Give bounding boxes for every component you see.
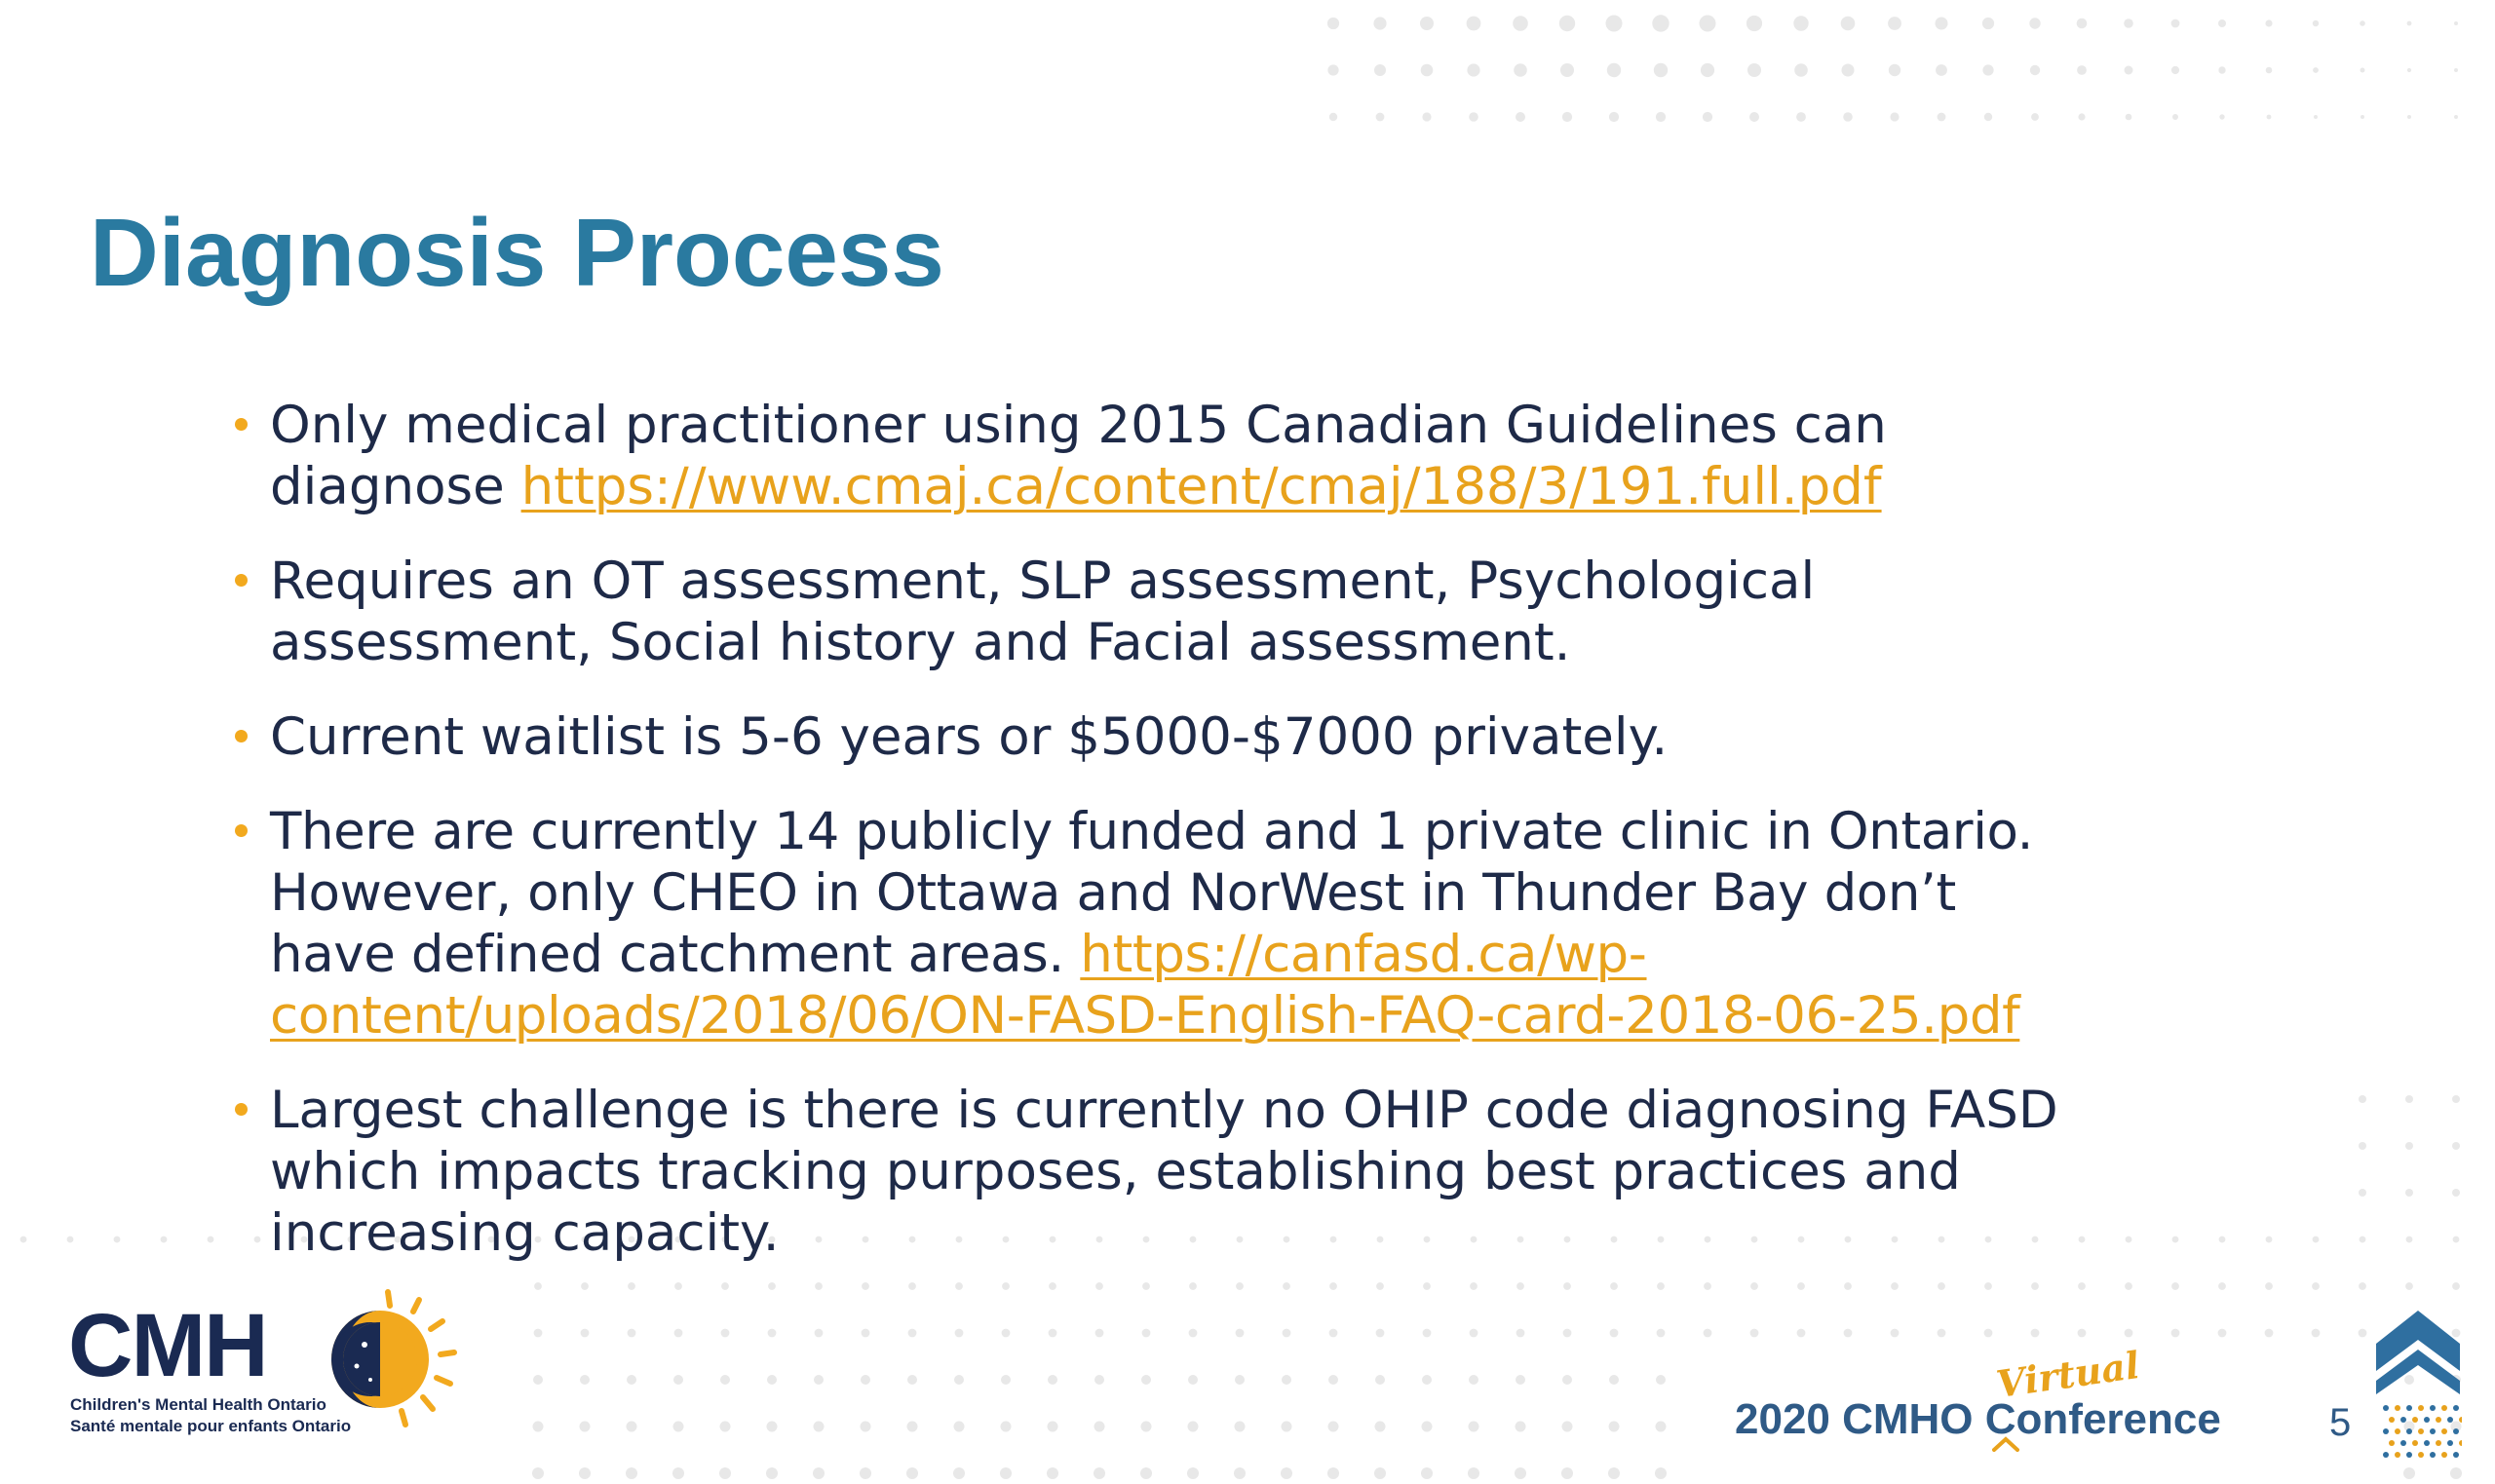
background-dot <box>1515 1467 1526 1479</box>
background-dot <box>861 1375 870 1385</box>
background-dot <box>1656 112 1666 122</box>
background-dot <box>1559 16 1575 31</box>
background-dot <box>1001 1375 1011 1385</box>
background-dot <box>628 1329 636 1338</box>
bullet-text: Current waitlist is 5-6 years or $5000-$7000 privately. <box>270 707 1669 767</box>
bullet-text: Largest challenge is there is currently no OHIP code diagnosing FASD which impacts tracking purposes, establishing best practices and increasing capacity. <box>270 1081 2058 1263</box>
background-dot <box>1375 1422 1386 1432</box>
background-dot <box>1938 1329 1946 1338</box>
background-dot <box>1608 1467 1620 1479</box>
background-dot <box>532 1467 544 1479</box>
background-dot <box>1329 113 1337 121</box>
background-dot <box>2078 113 2085 120</box>
background-dot <box>1984 113 1992 121</box>
background-dot <box>1374 64 1386 76</box>
background-dot <box>2361 115 2364 119</box>
background-dot <box>2218 1329 2227 1338</box>
background-dot <box>1609 1422 1620 1432</box>
background-dot <box>1281 1467 1292 1479</box>
mark-dot <box>2436 1417 2441 1423</box>
background-dot <box>767 1375 777 1385</box>
background-dot <box>907 1375 917 1385</box>
background-dot <box>1470 1329 1478 1338</box>
mark-dot <box>2412 1417 2418 1423</box>
background-dot <box>2361 68 2365 73</box>
background-dot <box>814 1422 825 1432</box>
canfasd-faq-link[interactable]: https://canfasd.ca/wp-content/uploads/2018/06/ON-FASD-English-FAQ-card-2018-06-25.pdf <box>270 925 2020 1046</box>
background-dot <box>2313 67 2319 73</box>
background-dot <box>1936 18 1948 30</box>
mark-dot <box>2424 1440 2430 1446</box>
background-dot <box>1234 1467 1246 1479</box>
sun-o-icon <box>310 1286 466 1432</box>
mark-dot <box>2430 1405 2436 1411</box>
background-dot <box>1373 17 1386 29</box>
bullet-item <box>0 801 2066 1046</box>
mark-dot <box>2400 1417 2406 1423</box>
background-dot <box>1843 112 1853 122</box>
background-dot <box>1700 16 1716 32</box>
background-dot <box>580 1375 590 1385</box>
background-dot <box>908 1329 917 1338</box>
background-dot <box>1420 17 1434 30</box>
slide-title: Diagnosis Process <box>90 199 944 306</box>
background-dot <box>1283 1329 1291 1338</box>
background-dot <box>860 1467 871 1479</box>
mark-dot <box>2441 1428 2447 1434</box>
background-dot <box>627 1422 637 1432</box>
background-dot <box>1704 1329 1712 1338</box>
background-dot <box>1563 1329 1572 1338</box>
background-dot <box>2359 1329 2367 1338</box>
background-dot <box>815 1329 824 1338</box>
mark-dot <box>2389 1417 2395 1423</box>
background-dot <box>1048 1375 1057 1385</box>
mark-dot <box>2430 1452 2436 1458</box>
background-dot <box>1467 17 1481 31</box>
bullet-text: Requires an OT assessment, SLP assessment, Psychological assessment, Social history and Facial assessment. <box>270 552 1816 672</box>
background-dot <box>1469 112 1478 122</box>
background-dot <box>1002 1329 1011 1338</box>
background-dot <box>2314 115 2318 119</box>
background-dot <box>1047 1467 1058 1479</box>
mark-dot <box>2424 1417 2430 1423</box>
background-dot <box>768 1329 777 1338</box>
mark-dot <box>2436 1440 2441 1446</box>
background-dot <box>1749 112 1759 122</box>
background-dot <box>1095 1329 1104 1338</box>
background-dot <box>2078 1329 2087 1338</box>
background-dot <box>1889 64 1900 76</box>
background-dot <box>2124 19 2133 28</box>
background-dot <box>2265 1329 2274 1338</box>
mark-dot <box>2441 1452 2447 1458</box>
background-dot <box>1327 64 1338 75</box>
mark-dot <box>2383 1452 2389 1458</box>
background-dot <box>534 1329 543 1338</box>
logo-wordmark: CMH <box>68 1296 267 1395</box>
background-dot <box>1891 1329 1900 1338</box>
background-dot <box>720 1375 730 1385</box>
background-dot <box>906 1467 918 1479</box>
background-dot <box>1703 112 1712 122</box>
background-dot <box>1890 112 1899 121</box>
background-dot <box>1984 1329 1993 1338</box>
background-dot <box>1516 1329 1525 1338</box>
background-dot <box>2407 68 2411 72</box>
mark-dot <box>2447 1417 2453 1423</box>
background-dot <box>2454 115 2458 119</box>
background-dot <box>2171 66 2179 74</box>
bullet-item <box>0 706 2066 768</box>
bullet-item <box>0 551 2066 673</box>
background-dot <box>1514 63 1527 77</box>
background-dot <box>2171 1329 2180 1338</box>
background-dot <box>1375 1375 1385 1385</box>
mark-dot <box>2406 1452 2412 1458</box>
mark-dot <box>2459 1417 2462 1423</box>
background-dot <box>674 1329 683 1338</box>
background-dot <box>2171 19 2180 28</box>
background-dot <box>954 1375 964 1385</box>
bullet-text: There are currently 14 publicly funded and 1 private clinic in Ontario. However, only CHEO in Ottawa and NorWest in Thunder Bay don’t have defined catchment areas. <box>270 802 2034 984</box>
background-dot <box>1468 1467 1479 1479</box>
background-dot <box>721 1329 730 1338</box>
background-dot <box>1049 1329 1057 1338</box>
background-dot <box>1746 16 1762 31</box>
background-dot <box>1188 1422 1199 1432</box>
background-dot <box>719 1467 731 1479</box>
background-dot <box>1282 1375 1291 1385</box>
background-dot <box>1938 113 1946 122</box>
background-dot <box>1376 1329 1385 1338</box>
background-dot <box>1656 1375 1666 1385</box>
background-dot <box>1188 1375 1198 1385</box>
background-dot <box>1562 112 1572 122</box>
background-dot <box>2265 19 2272 26</box>
chevron-up-dots-icon <box>2374 1311 2462 1466</box>
mark-dot <box>2453 1405 2459 1411</box>
background-dot <box>2360 20 2365 26</box>
background-dot <box>580 1422 591 1432</box>
mark-dot <box>2400 1440 2406 1446</box>
background-dot <box>1657 1329 1666 1338</box>
background-dot <box>720 1422 731 1432</box>
background-dot <box>2266 67 2273 74</box>
mark-dot <box>2453 1428 2459 1434</box>
background-dot <box>2407 21 2412 26</box>
background-dot <box>1423 1329 1432 1338</box>
background-dot <box>1422 1422 1433 1432</box>
mark-dot <box>2389 1440 2395 1446</box>
background-dot <box>1421 1467 1433 1479</box>
background-dot <box>2172 114 2178 120</box>
background-dot <box>2031 113 2039 121</box>
background-dot <box>1000 1467 1012 1479</box>
background-dot <box>1655 1467 1667 1479</box>
background-dot <box>627 1375 636 1385</box>
mark-dot <box>2418 1428 2424 1434</box>
background-dot <box>2312 1329 2321 1338</box>
background-dot <box>1513 16 1528 31</box>
background-dot <box>1235 1375 1245 1385</box>
background-dot <box>1421 64 1434 77</box>
background-dot <box>1516 1375 1525 1385</box>
background-dot <box>533 1422 544 1432</box>
mark-dot <box>2395 1405 2400 1411</box>
background-dot <box>1142 1329 1151 1338</box>
mark-dot <box>2447 1440 2453 1446</box>
background-dot <box>1328 1375 1338 1385</box>
background-dot <box>2450 1467 2462 1479</box>
background-dot <box>1189 1329 1198 1338</box>
background-dot <box>1888 17 1901 30</box>
background-dot <box>1094 1422 1105 1432</box>
background-dot <box>673 1375 683 1385</box>
virtual-script-label: Virtual <box>1993 1342 2142 1407</box>
background-dot <box>1560 63 1574 77</box>
background-dot <box>2077 65 2087 75</box>
background-dot <box>1329 1329 1338 1338</box>
background-dot <box>1374 1467 1386 1479</box>
background-dot <box>581 1329 590 1338</box>
background-dot <box>1793 16 1808 30</box>
background-dot <box>2267 115 2272 120</box>
background-dot <box>1141 1375 1151 1385</box>
background-dot <box>1516 1422 1526 1432</box>
background-dot <box>1516 112 1525 122</box>
mark-dot <box>2395 1428 2400 1434</box>
cmho-logo <box>68 1286 458 1442</box>
mark-dot <box>2412 1440 2418 1446</box>
background-dot <box>1001 1422 1012 1432</box>
background-dot <box>579 1467 591 1479</box>
background-dot <box>1701 63 1714 77</box>
background-dot <box>1235 1422 1246 1432</box>
background-dot <box>1841 17 1856 31</box>
background-dot <box>1656 1422 1667 1432</box>
background-dot <box>2126 114 2132 121</box>
background-dot <box>1610 1329 1619 1338</box>
background-dot <box>2218 66 2225 73</box>
background-dot <box>2125 66 2133 75</box>
background-dot <box>1609 1375 1619 1385</box>
logo-tagline-english: Children's Mental Health Ontario <box>70 1395 326 1414</box>
mark-dot <box>2459 1440 2462 1446</box>
background-dot <box>626 1467 637 1479</box>
bullet-item <box>0 395 2066 517</box>
background-dot <box>861 1422 871 1432</box>
background-dot <box>673 1422 684 1432</box>
background-dot <box>1794 63 1808 77</box>
bullet-item <box>0 1080 2066 1264</box>
background-dot <box>1607 63 1621 77</box>
cmaj-guidelines-link[interactable]: https://www.cmaj.ca/content/cmaj/188/3/191.full.pdf <box>520 457 1882 516</box>
background-dot <box>1094 1375 1104 1385</box>
background-dot <box>953 1467 965 1479</box>
background-dot <box>2313 20 2319 26</box>
background-dot <box>767 1422 778 1432</box>
background-dot <box>1236 1329 1245 1338</box>
mark-dot <box>2406 1405 2412 1411</box>
background-dot <box>2125 1329 2133 1338</box>
bullet-text: Only medical practitioner using 2015 Canadian Guidelines can diagnose <box>270 396 1887 516</box>
background-dot <box>1094 1467 1105 1479</box>
background-dot <box>2454 21 2458 25</box>
mark-dot <box>2441 1405 2447 1411</box>
background-dot <box>1469 1422 1479 1432</box>
background-dot <box>1327 18 1339 29</box>
background-dot <box>1469 1375 1478 1385</box>
mark-dot <box>2453 1452 2459 1458</box>
mark-dot <box>2406 1428 2412 1434</box>
background-dot <box>1187 1467 1199 1479</box>
background-dot <box>2219 114 2224 119</box>
background-dot <box>954 1422 965 1432</box>
background-dot <box>766 1467 778 1479</box>
background-dot <box>1982 18 1994 29</box>
background-dot <box>1750 1329 1759 1338</box>
background-dot <box>1842 64 1855 77</box>
background-dot <box>1282 1422 1292 1432</box>
mark-dot <box>2418 1452 2424 1458</box>
background-dot <box>862 1329 870 1338</box>
background-dot <box>2031 1329 2040 1338</box>
mark-dot <box>2395 1452 2400 1458</box>
background-dot <box>813 1467 825 1479</box>
background-dot <box>1467 63 1479 76</box>
background-dot <box>1654 63 1668 77</box>
page-number: 5 <box>2329 1401 2352 1444</box>
background-dot <box>1141 1422 1152 1432</box>
background-dot <box>2077 19 2088 29</box>
background-dot <box>1328 1422 1339 1432</box>
background-dot <box>2454 68 2458 72</box>
background-dot <box>1561 1467 1573 1479</box>
background-dot <box>1982 64 1993 75</box>
background-dot <box>1422 1375 1432 1385</box>
background-dot <box>1844 1329 1853 1338</box>
background-dot <box>1562 1422 1573 1432</box>
background-dot <box>1048 1422 1058 1432</box>
mark-dot <box>2430 1428 2436 1434</box>
mark-dot <box>2383 1428 2389 1434</box>
background-dot <box>1747 63 1761 77</box>
background-dot <box>2030 65 2040 75</box>
background-dot <box>1376 113 1385 122</box>
mark-dot <box>2383 1405 2389 1411</box>
background-dot <box>2029 18 2040 28</box>
background-dot <box>672 1467 684 1479</box>
background-dot <box>1609 112 1619 122</box>
background-dot <box>814 1375 824 1385</box>
background-dot <box>1796 112 1806 122</box>
logo-tagline-french: Santé mentale pour enfants Ontario <box>70 1417 352 1435</box>
background-dot <box>2403 1467 2415 1479</box>
mark-dot <box>2418 1405 2424 1411</box>
background-dot <box>2218 19 2226 27</box>
background-dot <box>1140 1467 1152 1479</box>
background-dot <box>1327 1467 1339 1479</box>
bullet-list <box>0 395 2495 1297</box>
background-dot <box>955 1329 964 1338</box>
background-dot <box>2407 115 2411 119</box>
background-dot <box>1936 64 1947 76</box>
background-dot <box>1562 1375 1572 1385</box>
background-dot <box>907 1422 918 1432</box>
background-dot <box>1652 15 1669 31</box>
caret-icon <box>1992 1436 2019 1452</box>
background-dot <box>1606 16 1623 32</box>
background-dot <box>1797 1329 1806 1338</box>
background-dot <box>1422 112 1431 121</box>
conference-name: 2020 CMHO Conference <box>1735 1395 2221 1443</box>
background-dot <box>533 1375 543 1385</box>
